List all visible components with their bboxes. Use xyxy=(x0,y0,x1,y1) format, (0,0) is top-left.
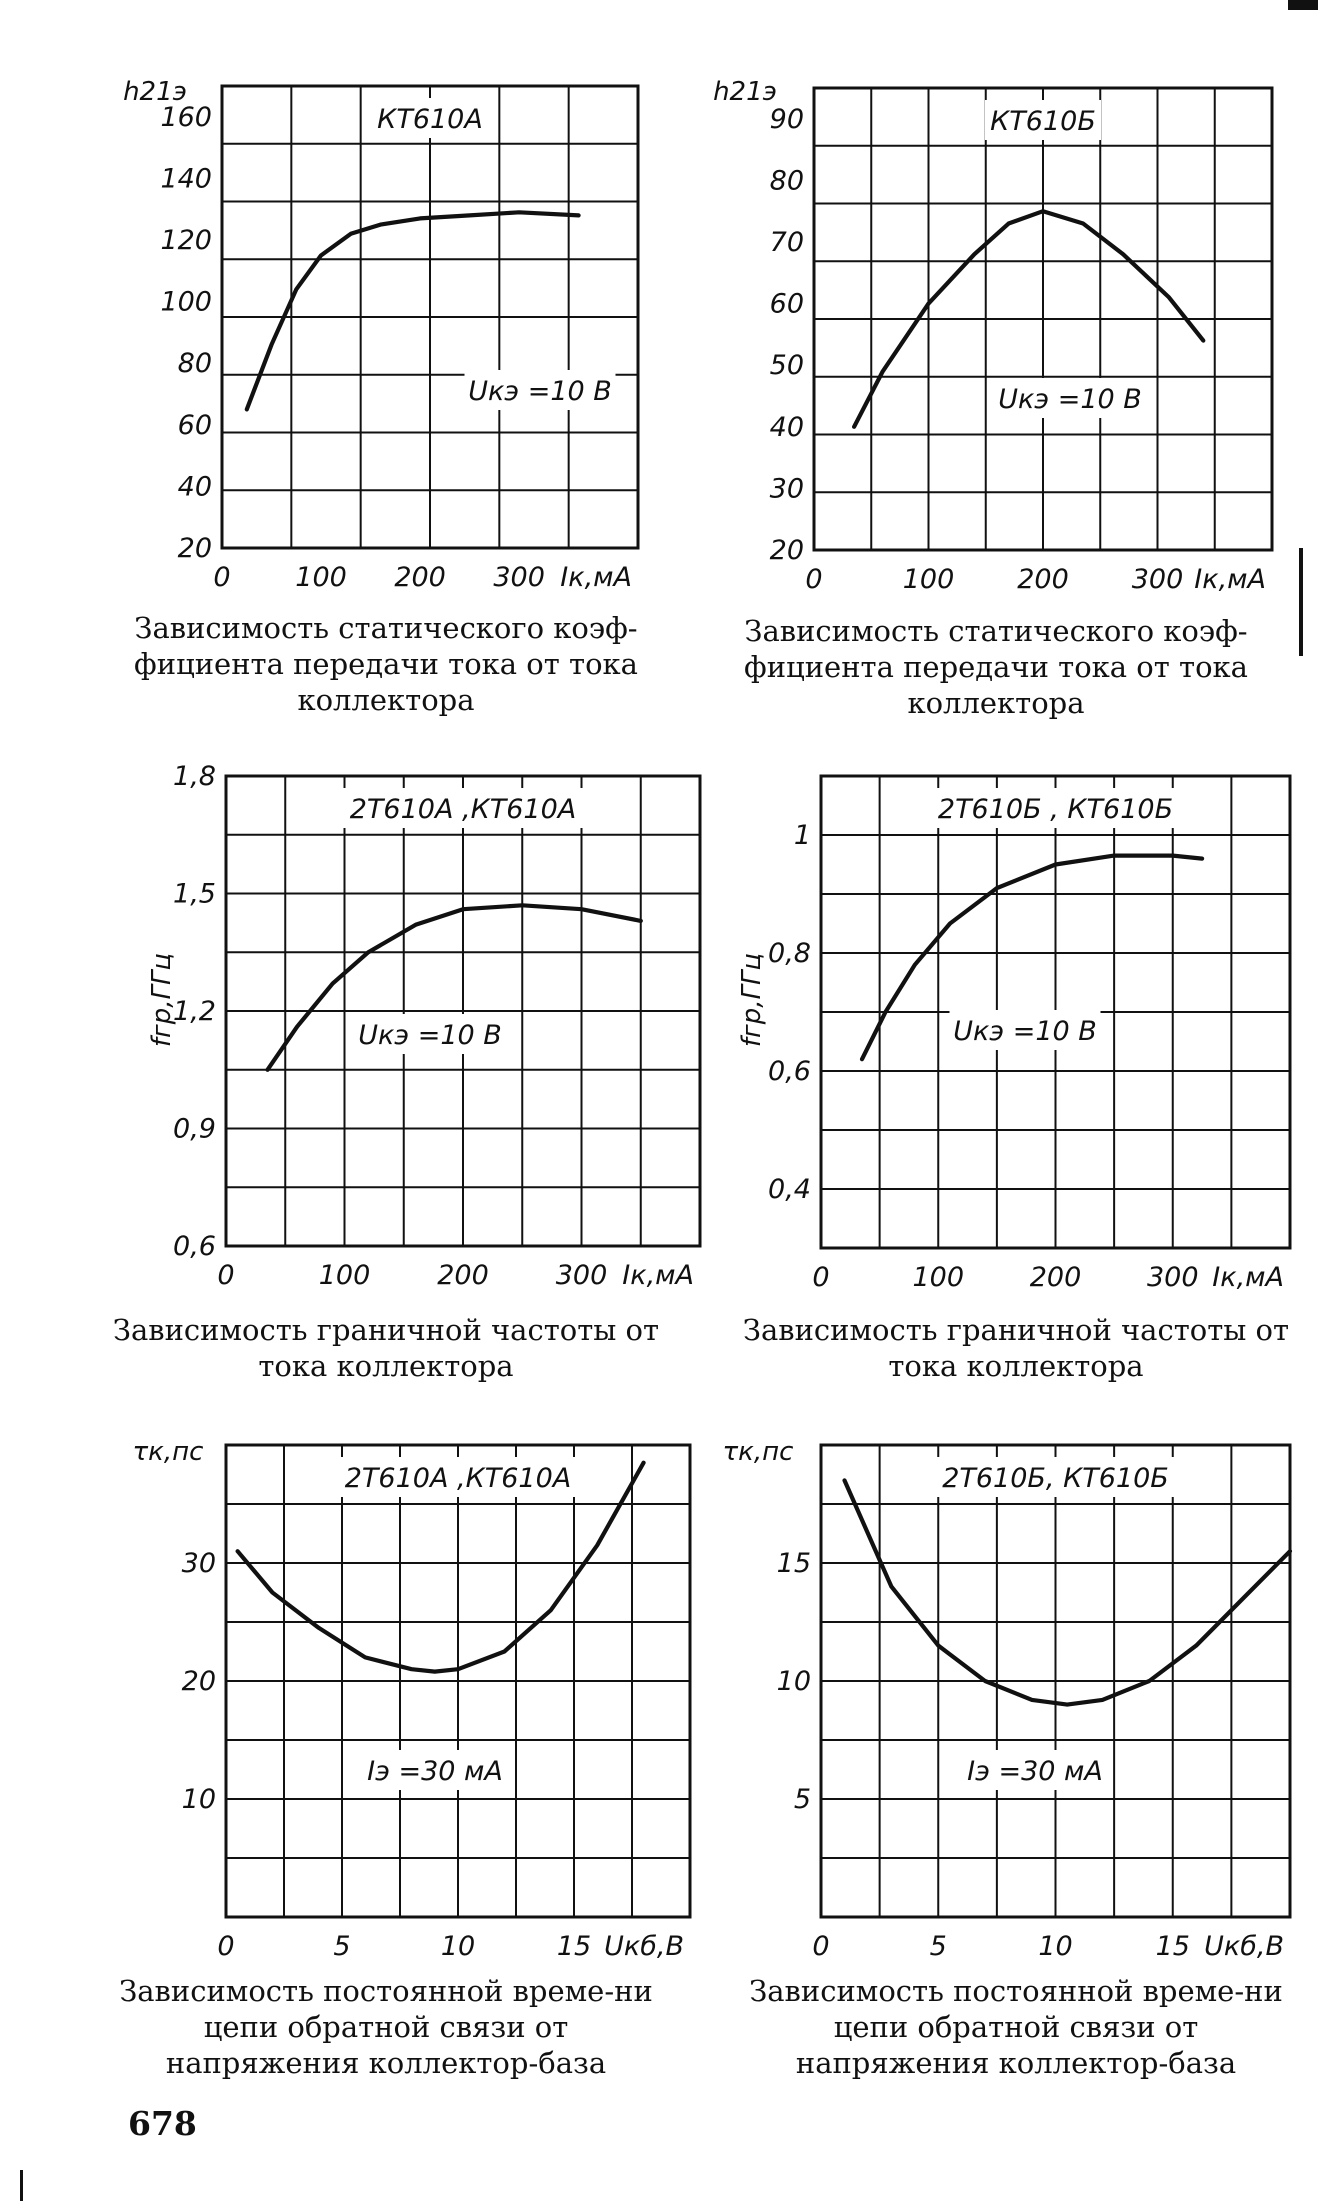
y-tick-label: 15 xyxy=(776,1548,811,1579)
y-axis-label: h21э xyxy=(123,77,187,107)
data-point xyxy=(1195,1644,1197,1646)
data-point xyxy=(266,1069,268,1071)
data-point xyxy=(503,1650,505,1652)
y-tick-label: 140 xyxy=(160,163,212,195)
y-tick-label: 10 xyxy=(181,1784,216,1815)
data-point xyxy=(320,254,322,256)
data-point xyxy=(410,1668,412,1670)
y-tick-label: 90 xyxy=(769,103,804,135)
data-point xyxy=(1242,1597,1244,1599)
data-point xyxy=(973,253,975,255)
data-point xyxy=(1148,1680,1150,1682)
x-tick-label: 200 xyxy=(437,1260,489,1291)
caption-chart-4: Зависимость граничной частоты от тока коллектора xyxy=(742,1313,1290,1383)
data-point xyxy=(1054,863,1056,865)
chart-h21-kt610b xyxy=(713,77,1272,595)
data-point xyxy=(364,1656,366,1658)
y-tick-label: 120 xyxy=(160,225,212,256)
data-point xyxy=(246,408,248,410)
data-point xyxy=(1031,1699,1033,1701)
data-point xyxy=(1172,854,1174,856)
condition-label: Iэ =30 мА xyxy=(367,1756,503,1787)
data-point xyxy=(949,922,951,924)
y-axis-label: fгр,ГГц xyxy=(737,952,767,1048)
chart-h21-kt610a xyxy=(123,77,638,593)
caption-chart-3: Зависимость граничной частоты от тока коллектора xyxy=(112,1313,660,1383)
x-tick-label: 0 xyxy=(812,1931,830,1962)
y-tick-label: 1,2 xyxy=(173,996,216,1027)
data-point xyxy=(414,924,416,926)
x-tick-label: 200 xyxy=(1029,1262,1082,1293)
x-axis-label: Iк,мА xyxy=(1194,564,1266,595)
data-point xyxy=(1007,222,1009,224)
data-point xyxy=(640,920,642,922)
series-line xyxy=(845,1480,1291,1704)
chart-title: 2Т610Б, КТ610Б xyxy=(942,1463,1169,1494)
condition-label: Uкэ =10 В xyxy=(953,1016,1097,1047)
x-axis-label: Iк,мА xyxy=(1212,1262,1284,1293)
data-point xyxy=(379,223,381,225)
x-tick-label: 100 xyxy=(912,1262,965,1293)
condition-label: Uкэ =10 В xyxy=(468,376,612,407)
x-tick-label: 10 xyxy=(440,1931,476,1962)
data-point xyxy=(884,1011,886,1013)
y-axis-label: τк,пс xyxy=(132,1437,204,1467)
data-point xyxy=(914,964,916,966)
grid xyxy=(814,88,1272,550)
grid xyxy=(821,1445,1290,1917)
data-point xyxy=(1066,1703,1068,1705)
y-axis-label: h21э xyxy=(713,77,777,107)
y-tick-label: 10 xyxy=(776,1666,811,1697)
chart-title: 2Т610А ,КТ610А xyxy=(349,794,577,825)
y-tick-label: 50 xyxy=(769,350,804,382)
data-point xyxy=(580,908,582,910)
y-tick-label: 70 xyxy=(769,227,804,258)
y-tick-label: 40 xyxy=(177,471,212,503)
x-tick-label: 100 xyxy=(318,1260,371,1291)
y-axis-label: fгр,ГГц xyxy=(147,952,177,1048)
chart-fgr-kt610a xyxy=(147,761,700,1291)
y-tick-label: 0,8 xyxy=(768,938,811,969)
data-point xyxy=(843,1479,845,1481)
data-point xyxy=(1168,296,1170,298)
data-point xyxy=(642,1462,644,1464)
data-point xyxy=(367,951,369,953)
chart-title: КТ610А xyxy=(377,104,483,135)
data-point xyxy=(271,1591,273,1593)
page-number: 678 xyxy=(128,2104,197,2143)
x-axis-label: Uкб,В xyxy=(1204,1931,1284,1962)
chart-fgr-kt610b xyxy=(737,776,1290,1293)
chart-title: 2Т610Б , КТ610Б xyxy=(937,794,1174,825)
y-tick-label: 5 xyxy=(793,1784,811,1815)
y-tick-label: 60 xyxy=(769,288,804,320)
data-point xyxy=(295,288,297,290)
data-point xyxy=(550,1609,552,1611)
data-point xyxy=(927,302,929,304)
data-point xyxy=(1082,222,1084,224)
data-point xyxy=(1113,854,1115,856)
data-point xyxy=(468,214,470,216)
y-tick-label: 20 xyxy=(181,1666,216,1697)
data-point xyxy=(434,1670,436,1672)
data-point xyxy=(462,908,464,910)
grid xyxy=(226,1445,690,1917)
y-axis-label: τк,пс xyxy=(722,1437,794,1467)
x-tick-label: 0 xyxy=(213,562,231,593)
x-tick-label: 100 xyxy=(295,562,347,593)
y-tick-label: 160 xyxy=(160,101,212,133)
data-point xyxy=(350,233,352,235)
data-point xyxy=(890,1585,892,1587)
data-point xyxy=(270,344,272,346)
condition-label: Uкэ =10 В xyxy=(998,384,1142,415)
x-tick-label: 300 xyxy=(555,1260,608,1291)
caption-chart-5: Зависимость постоянной време-ни цепи обратной связи от напряжения коллектор-база xyxy=(119,1974,653,2080)
y-tick-label: 1,8 xyxy=(173,761,216,792)
y-tick-label: 100 xyxy=(160,286,212,318)
data-point xyxy=(518,211,520,213)
data-point xyxy=(882,370,884,372)
x-tick-label: 15 xyxy=(556,1931,592,1962)
x-axis-label: Iк,мА xyxy=(622,1260,694,1291)
caption-chart-6: Зависимость постоянной време-ни цепи обратной связи от напряжения коллектор-база xyxy=(749,1974,1283,2080)
data-point xyxy=(577,214,579,216)
x-tick-label: 0 xyxy=(217,1931,235,1962)
data-point xyxy=(596,1544,598,1546)
y-tick-label: 60 xyxy=(177,409,212,441)
data-point xyxy=(984,1680,986,1682)
x-tick-label: 200 xyxy=(1017,564,1069,595)
y-tick-label: 1 xyxy=(793,820,811,851)
chart-tau-kt610b xyxy=(723,1437,1292,1962)
data-point xyxy=(1201,857,1203,859)
caption-chart-2: Зависимость статического коэф-фициента передачи тока от тока коллектора xyxy=(744,614,1248,720)
data-point xyxy=(1101,1699,1103,1701)
data-point xyxy=(296,1025,298,1027)
x-tick-label: 0 xyxy=(217,1260,235,1291)
data-point xyxy=(521,904,523,906)
y-tick-label: 0,4 xyxy=(768,1174,811,1205)
data-point xyxy=(937,1644,939,1646)
x-tick-label: 5 xyxy=(929,1931,947,1962)
y-tick-label: 20 xyxy=(177,533,212,564)
y-tick-label: 30 xyxy=(769,473,804,505)
y-tick-label: 0,6 xyxy=(768,1056,811,1087)
x-tick-label: 0 xyxy=(812,1262,830,1293)
x-tick-label: 100 xyxy=(902,564,955,595)
y-tick-label: 30 xyxy=(181,1548,216,1579)
chart-title: КТ610Б xyxy=(990,106,1096,137)
data-point xyxy=(1289,1550,1291,1552)
x-tick-label: 15 xyxy=(1155,1931,1190,1962)
condition-label: Uкэ =10 В xyxy=(358,1020,502,1051)
x-tick-label: 300 xyxy=(1131,564,1184,595)
data-point xyxy=(861,1058,863,1060)
y-tick-label: 0,9 xyxy=(173,1113,216,1145)
data-point xyxy=(419,217,421,219)
data-point xyxy=(457,1668,459,1670)
condition-label: Iэ =30 мА xyxy=(967,1756,1103,1787)
x-tick-label: 10 xyxy=(1038,1931,1073,1962)
data-point xyxy=(236,1550,238,1552)
chart-tau-kt610a xyxy=(133,1437,690,1962)
y-tick-label: 1,5 xyxy=(173,878,216,910)
y-tick-label: 20 xyxy=(769,535,804,566)
data-point xyxy=(1202,339,1204,341)
data-point xyxy=(853,426,855,428)
chart-title: 2Т610А ,КТ610А xyxy=(344,1463,572,1494)
data-point xyxy=(318,1627,320,1629)
x-tick-label: 200 xyxy=(394,562,446,593)
x-tick-label: 0 xyxy=(805,564,823,595)
y-tick-label: 80 xyxy=(769,165,804,197)
data-point xyxy=(1122,253,1124,255)
x-tick-label: 300 xyxy=(1146,1262,1199,1293)
data-point xyxy=(1042,210,1044,212)
data-point xyxy=(996,887,998,889)
x-axis-label: Iк,мА xyxy=(560,562,632,593)
x-axis-label: Uкб,В xyxy=(604,1931,684,1962)
x-tick-label: 300 xyxy=(493,562,545,593)
y-tick-label: 0,6 xyxy=(173,1231,216,1262)
x-tick-label: 5 xyxy=(333,1931,351,1962)
grid xyxy=(226,776,700,1246)
data-point xyxy=(331,982,333,984)
y-tick-label: 80 xyxy=(177,348,212,380)
caption-chart-1: Зависимость статического коэф-фициента передачи тока от тока коллектора xyxy=(134,611,638,717)
y-tick-label: 40 xyxy=(769,411,804,443)
